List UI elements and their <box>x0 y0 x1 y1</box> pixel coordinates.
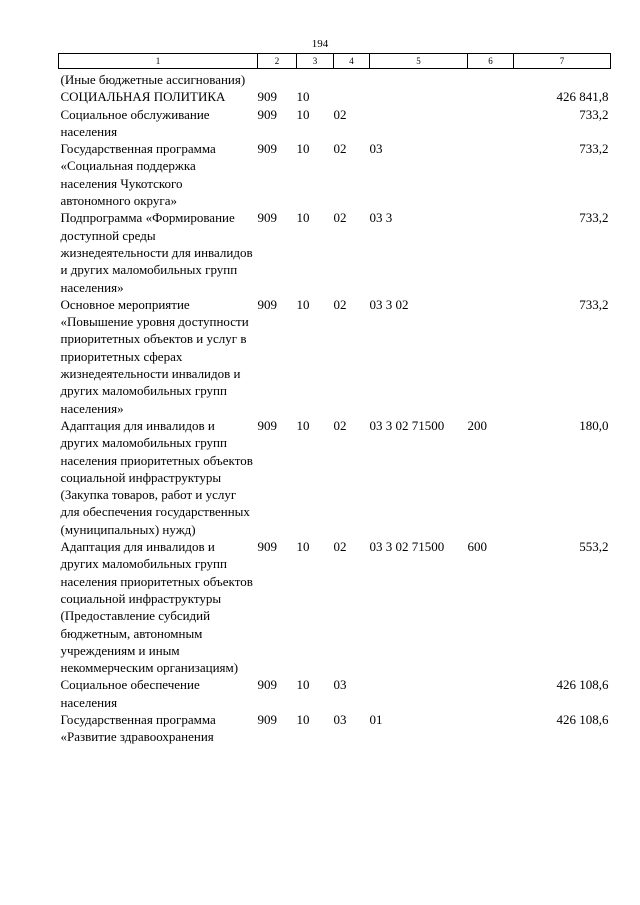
row-amount: 733,2 <box>579 296 609 312</box>
row-expense-type <box>468 676 514 711</box>
row-section-code: 10 <box>296 296 310 312</box>
row-section-code: 10 <box>296 677 310 693</box>
row-subsection-code: 02 <box>333 106 347 122</box>
row-ministry-code: 909 <box>257 417 277 433</box>
row-subsection-code: 03 <box>333 711 347 727</box>
table-row <box>59 417 611 538</box>
header-col-4: 4 <box>334 54 370 69</box>
row-name: (Иные бюджетные ассигнования) <box>60 72 246 87</box>
row-section-code: 10 <box>296 210 310 226</box>
row-name: Адаптация для инвалидов и других маломобильных групп населения приоритетных объектов социальной инфраструктуры (Закупка товаров, работ и услуг для обеспечения государственных (муниципальных) нужд) <box>60 417 253 537</box>
row-section-code: 10 <box>296 417 310 433</box>
row-target-code: 03 3 02 71500 <box>369 417 445 433</box>
row-name: Подпрограмма «Формирование доступной среды жизнедеятельности для инвалидов и других маломобильных групп населения» <box>60 210 253 295</box>
row-section-code: 10 <box>296 106 310 122</box>
row-section-code: 10 <box>296 711 310 727</box>
row-expense-type: 600 <box>467 539 487 555</box>
row-subsection-code: 02 <box>333 539 347 555</box>
row-name: Государственная программа «Развитие здравоохранения <box>60 711 216 745</box>
row-ministry-code: 909 <box>257 677 277 693</box>
row-expense-type <box>468 88 514 105</box>
row-expense-type <box>468 711 514 746</box>
row-ministry-code: 909 <box>257 106 277 122</box>
row-amount <box>514 69 611 89</box>
row-amount: 426 841,8 <box>556 89 609 105</box>
row-name: Государственная программа «Социальная поддержка населения Чукотского автономного округа» <box>60 141 216 209</box>
row-amount: 733,2 <box>579 210 609 226</box>
table-row <box>59 106 611 141</box>
table-header <box>59 54 611 69</box>
row-amount: 426 108,6 <box>556 711 609 727</box>
row-ministry-code: 909 <box>257 711 277 727</box>
row-section-code <box>297 69 334 89</box>
row-ministry-code: 909 <box>257 539 277 555</box>
header-col-7: 7 <box>514 54 611 69</box>
row-subsection-code: 02 <box>333 141 347 157</box>
row-target-code <box>370 88 468 105</box>
table-body <box>59 69 611 746</box>
table-row <box>59 209 611 295</box>
row-amount: 553,2 <box>579 539 609 555</box>
row-amount: 733,2 <box>579 141 609 157</box>
row-target-code <box>370 106 468 141</box>
row-expense-type <box>468 106 514 141</box>
table-row <box>59 538 611 676</box>
row-ministry-code: 909 <box>257 141 277 157</box>
row-target-code: 03 3 02 <box>369 296 409 312</box>
row-subsection-code: 02 <box>333 210 347 226</box>
row-section-code: 10 <box>296 89 310 105</box>
row-name: Социальное обслуживание населения <box>60 106 210 139</box>
header-col-6: 6 <box>468 54 514 69</box>
row-section-code: 10 <box>296 141 310 157</box>
row-subsection-code: 02 <box>333 417 347 433</box>
table-row <box>59 711 611 746</box>
table-row <box>59 296 611 417</box>
row-expense-type: 200 <box>467 417 487 433</box>
page-number: 194 <box>311 38 329 50</box>
row-expense-type <box>468 296 514 417</box>
row-target-code: 01 <box>369 711 383 727</box>
row-target-code <box>370 69 468 89</box>
row-subsection-code <box>334 88 370 105</box>
row-expense-type <box>468 69 514 89</box>
header-row <box>59 54 611 69</box>
row-ministry-code: 909 <box>257 89 277 105</box>
header-col-1: 1 <box>59 54 258 69</box>
row-subsection-code <box>334 69 370 89</box>
row-target-code: 03 3 02 71500 <box>369 539 445 555</box>
row-amount: 733,2 <box>579 106 609 122</box>
table-row <box>59 69 611 89</box>
budget-table <box>58 53 611 746</box>
table-row <box>59 140 611 209</box>
row-target-code <box>370 676 468 711</box>
row-name: Социальное обеспечение населения <box>60 677 200 710</box>
row-name: Основное мероприятие «Повышение уровня доступности приоритетных объектов и услуг в приоритетных сферах жизнедеятельности инвалидов и других маломобильных групп населения» <box>60 296 249 416</box>
row-ministry-code <box>258 69 297 89</box>
row-target-code: 03 3 <box>369 210 393 226</box>
row-target-code: 03 <box>369 141 383 157</box>
row-expense-type <box>468 209 514 295</box>
row-amount: 180,0 <box>579 417 609 433</box>
table-row <box>59 676 611 711</box>
header-col-5: 5 <box>370 54 468 69</box>
table-row <box>59 88 611 105</box>
row-subsection-code: 02 <box>333 296 347 312</box>
row-amount: 426 108,6 <box>556 677 609 693</box>
row-name: Адаптация для инвалидов и других маломобильных групп населения приоритетных объектов социальной инфраструктуры (Предоставление субсидий бюджетным, автономным учреждениям и иным некоммерческим организациям) <box>60 539 253 676</box>
row-ministry-code: 909 <box>257 296 277 312</box>
row-subsection-code: 03 <box>333 677 347 693</box>
row-ministry-code: 909 <box>257 210 277 226</box>
row-expense-type <box>468 140 514 209</box>
header-col-2: 2 <box>258 54 297 69</box>
row-name: СОЦИАЛЬНАЯ ПОЛИТИКА <box>60 89 226 105</box>
header-col-3: 3 <box>297 54 334 69</box>
row-section-code: 10 <box>296 539 310 555</box>
